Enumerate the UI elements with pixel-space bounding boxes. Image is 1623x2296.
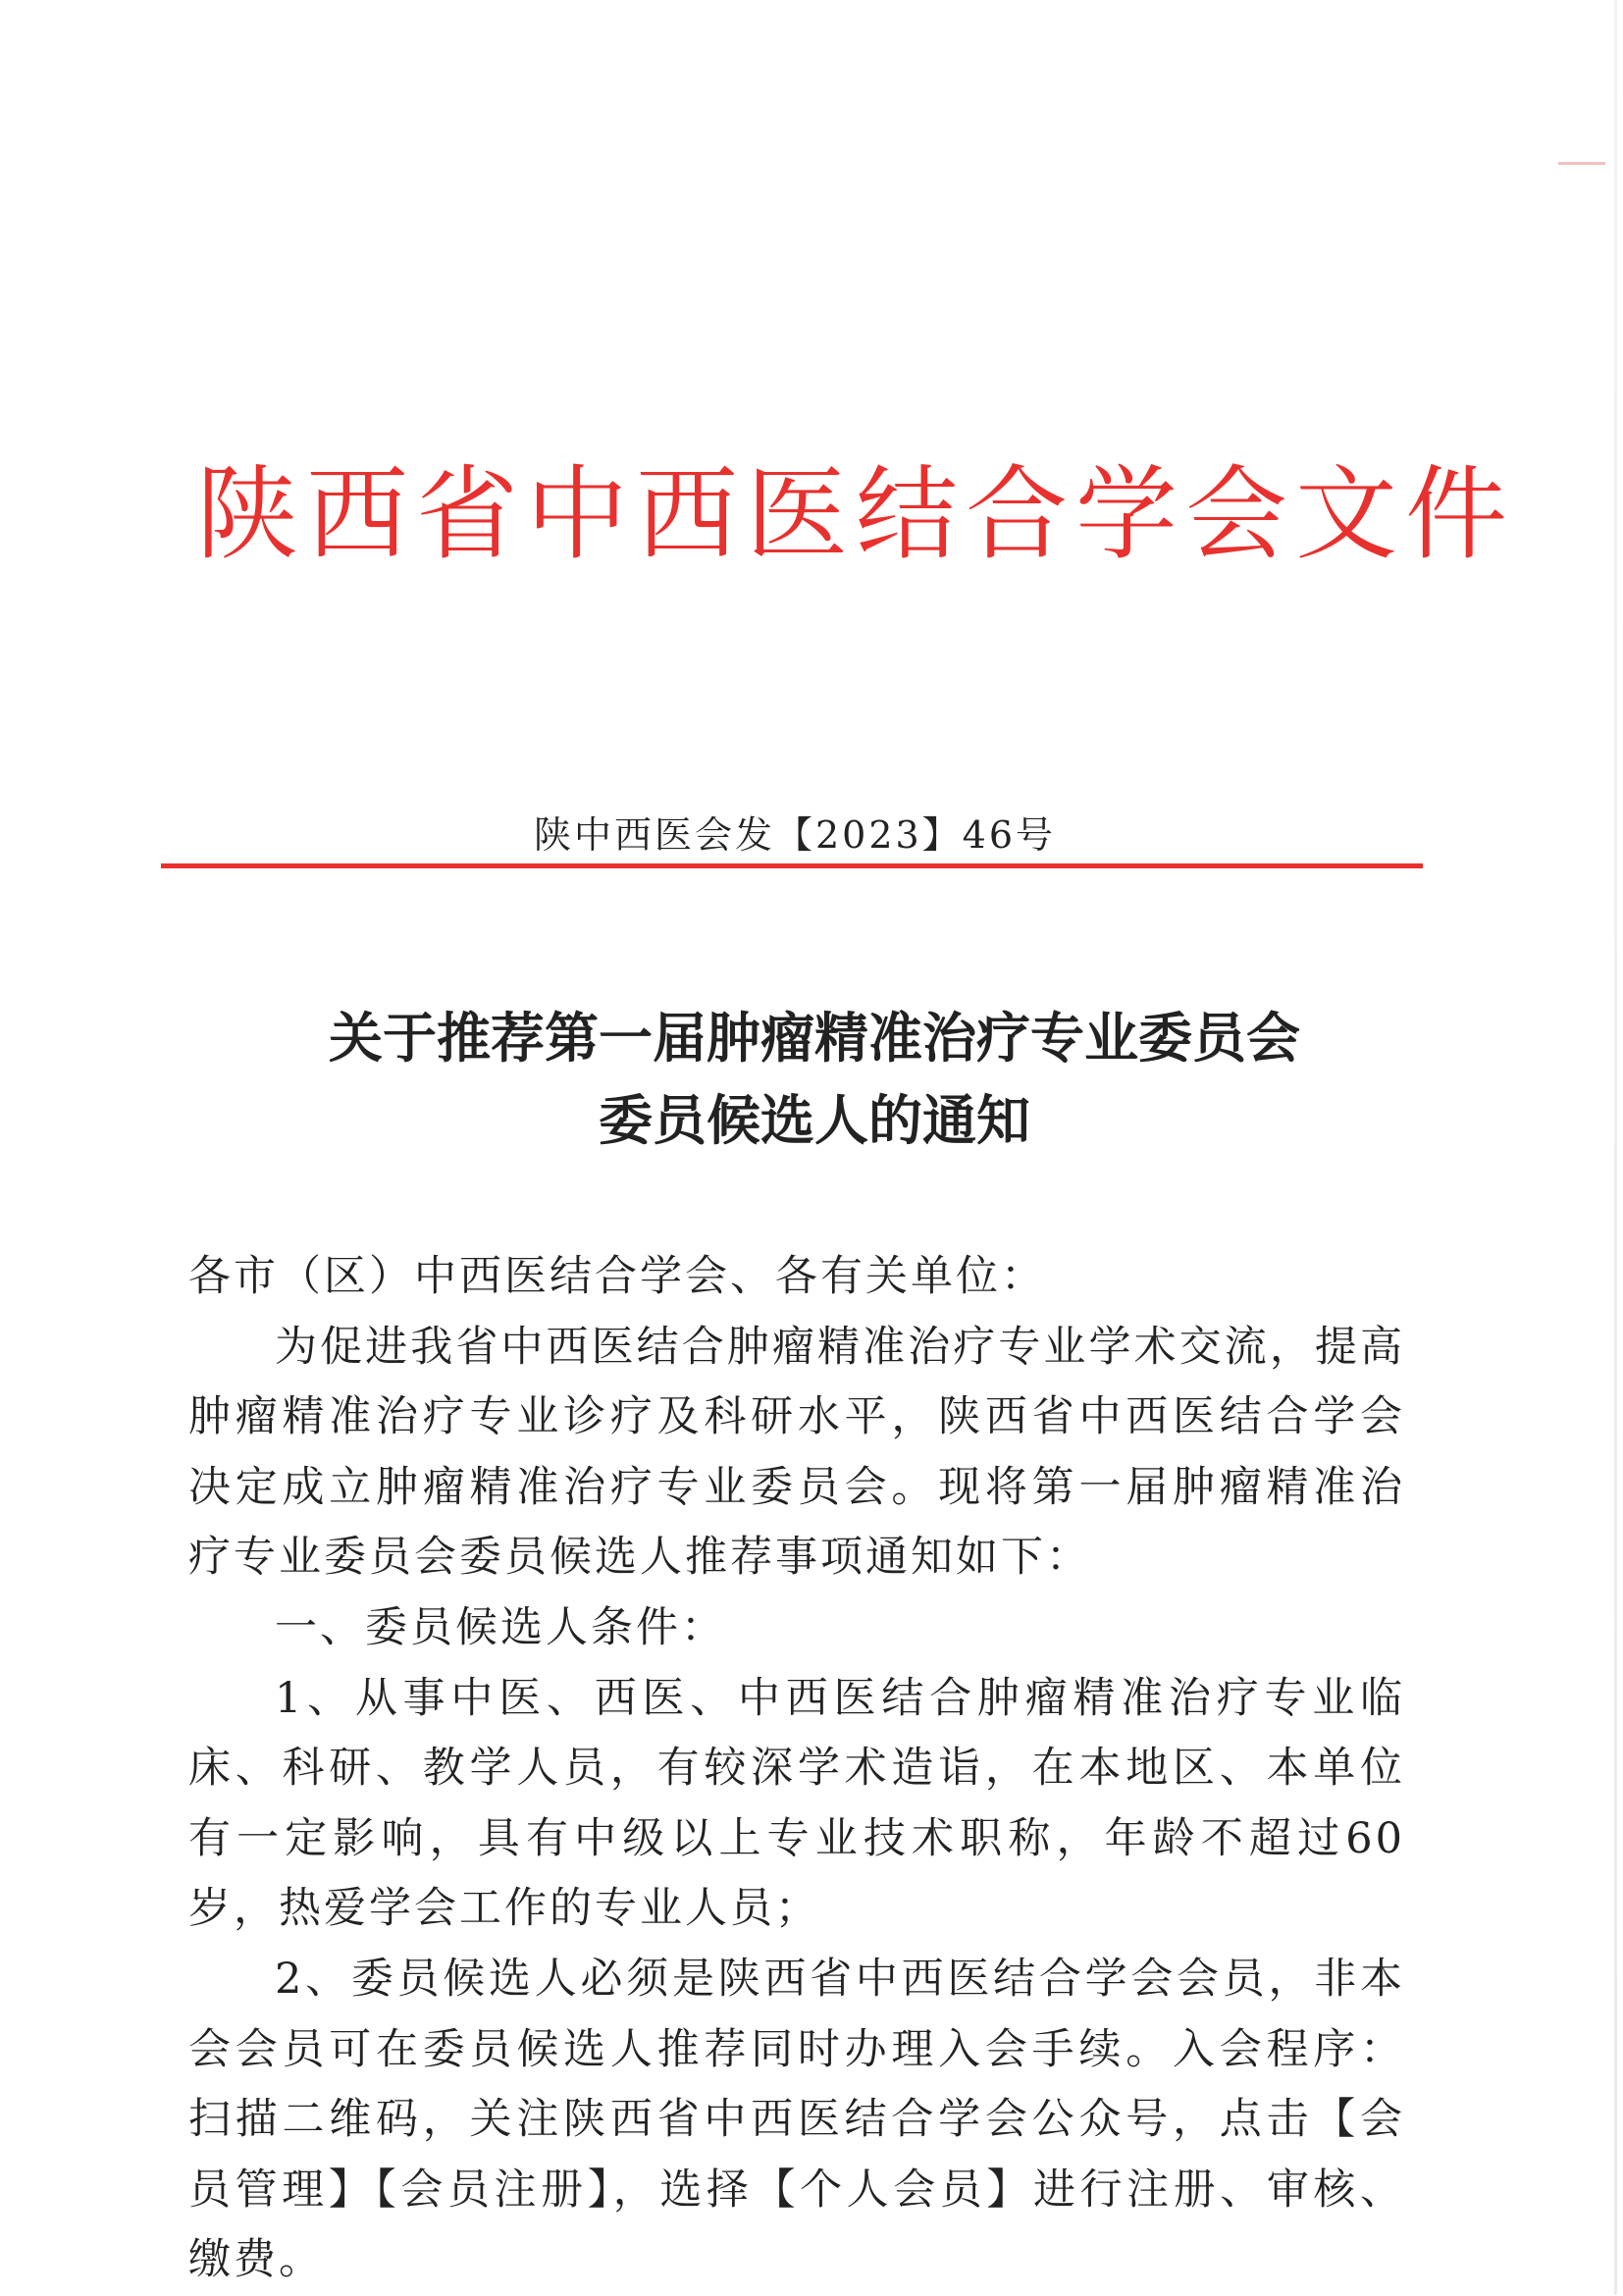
section-heading-conditions: 一、委员候选人条件： [275,1602,726,1652]
red-divider-line [161,863,1423,868]
notice-body [188,1242,1405,2296]
condition-item-1: 1、从事中医、西医、中西医结合肿瘤精准治疗专业临床、科研、教学人员，有较深学术造诣，在本地区、本单位有一定影响，具有中级以上专业技术职称，年龄不超过60岁，热爱学会工作的专业人员； [188,1673,1405,1934]
intro-paragraph: 为促进我省中西医结合肿瘤精准治疗专业学术交流，提高肿瘤精准治疗专业诊疗及科研水平，陕西省中西医结合学会决定成立肿瘤精准治疗专业委员会。现将第一届肿瘤精准治疗专业委员会委员候选人推荐事项通知如下： [188,1322,1405,1583]
scan-edge-shadow [1614,0,1617,2295]
condition-item-2: 2、委员候选人必须是陕西省中西医结合学会会员，非本会会员可在委员候选人推荐同时办理入会手续。入会程序：扫描二维码，关注陕西省中西医结合学会公众号，点击【会员管理】【会员注册】，选择【个人会员】进行注册、审核、缴费。 [188,1954,1405,2285]
red-mark [1558,162,1605,165]
title-line-2: 委员候选人的通知 [598,1089,1030,1152]
org-file-header: 陕西省中西医结合学会文件 [196,454,1516,574]
salutation: 各市（区）中西医结合学会、各有关单位： [188,1252,1046,1301]
notice-title [177,997,1452,1162]
title-line-1: 关于推荐第一届肿瘤精准治疗专业委员会 [328,1007,1300,1070]
document-number: 陕中西医会发【2023】46号 [533,813,1057,857]
